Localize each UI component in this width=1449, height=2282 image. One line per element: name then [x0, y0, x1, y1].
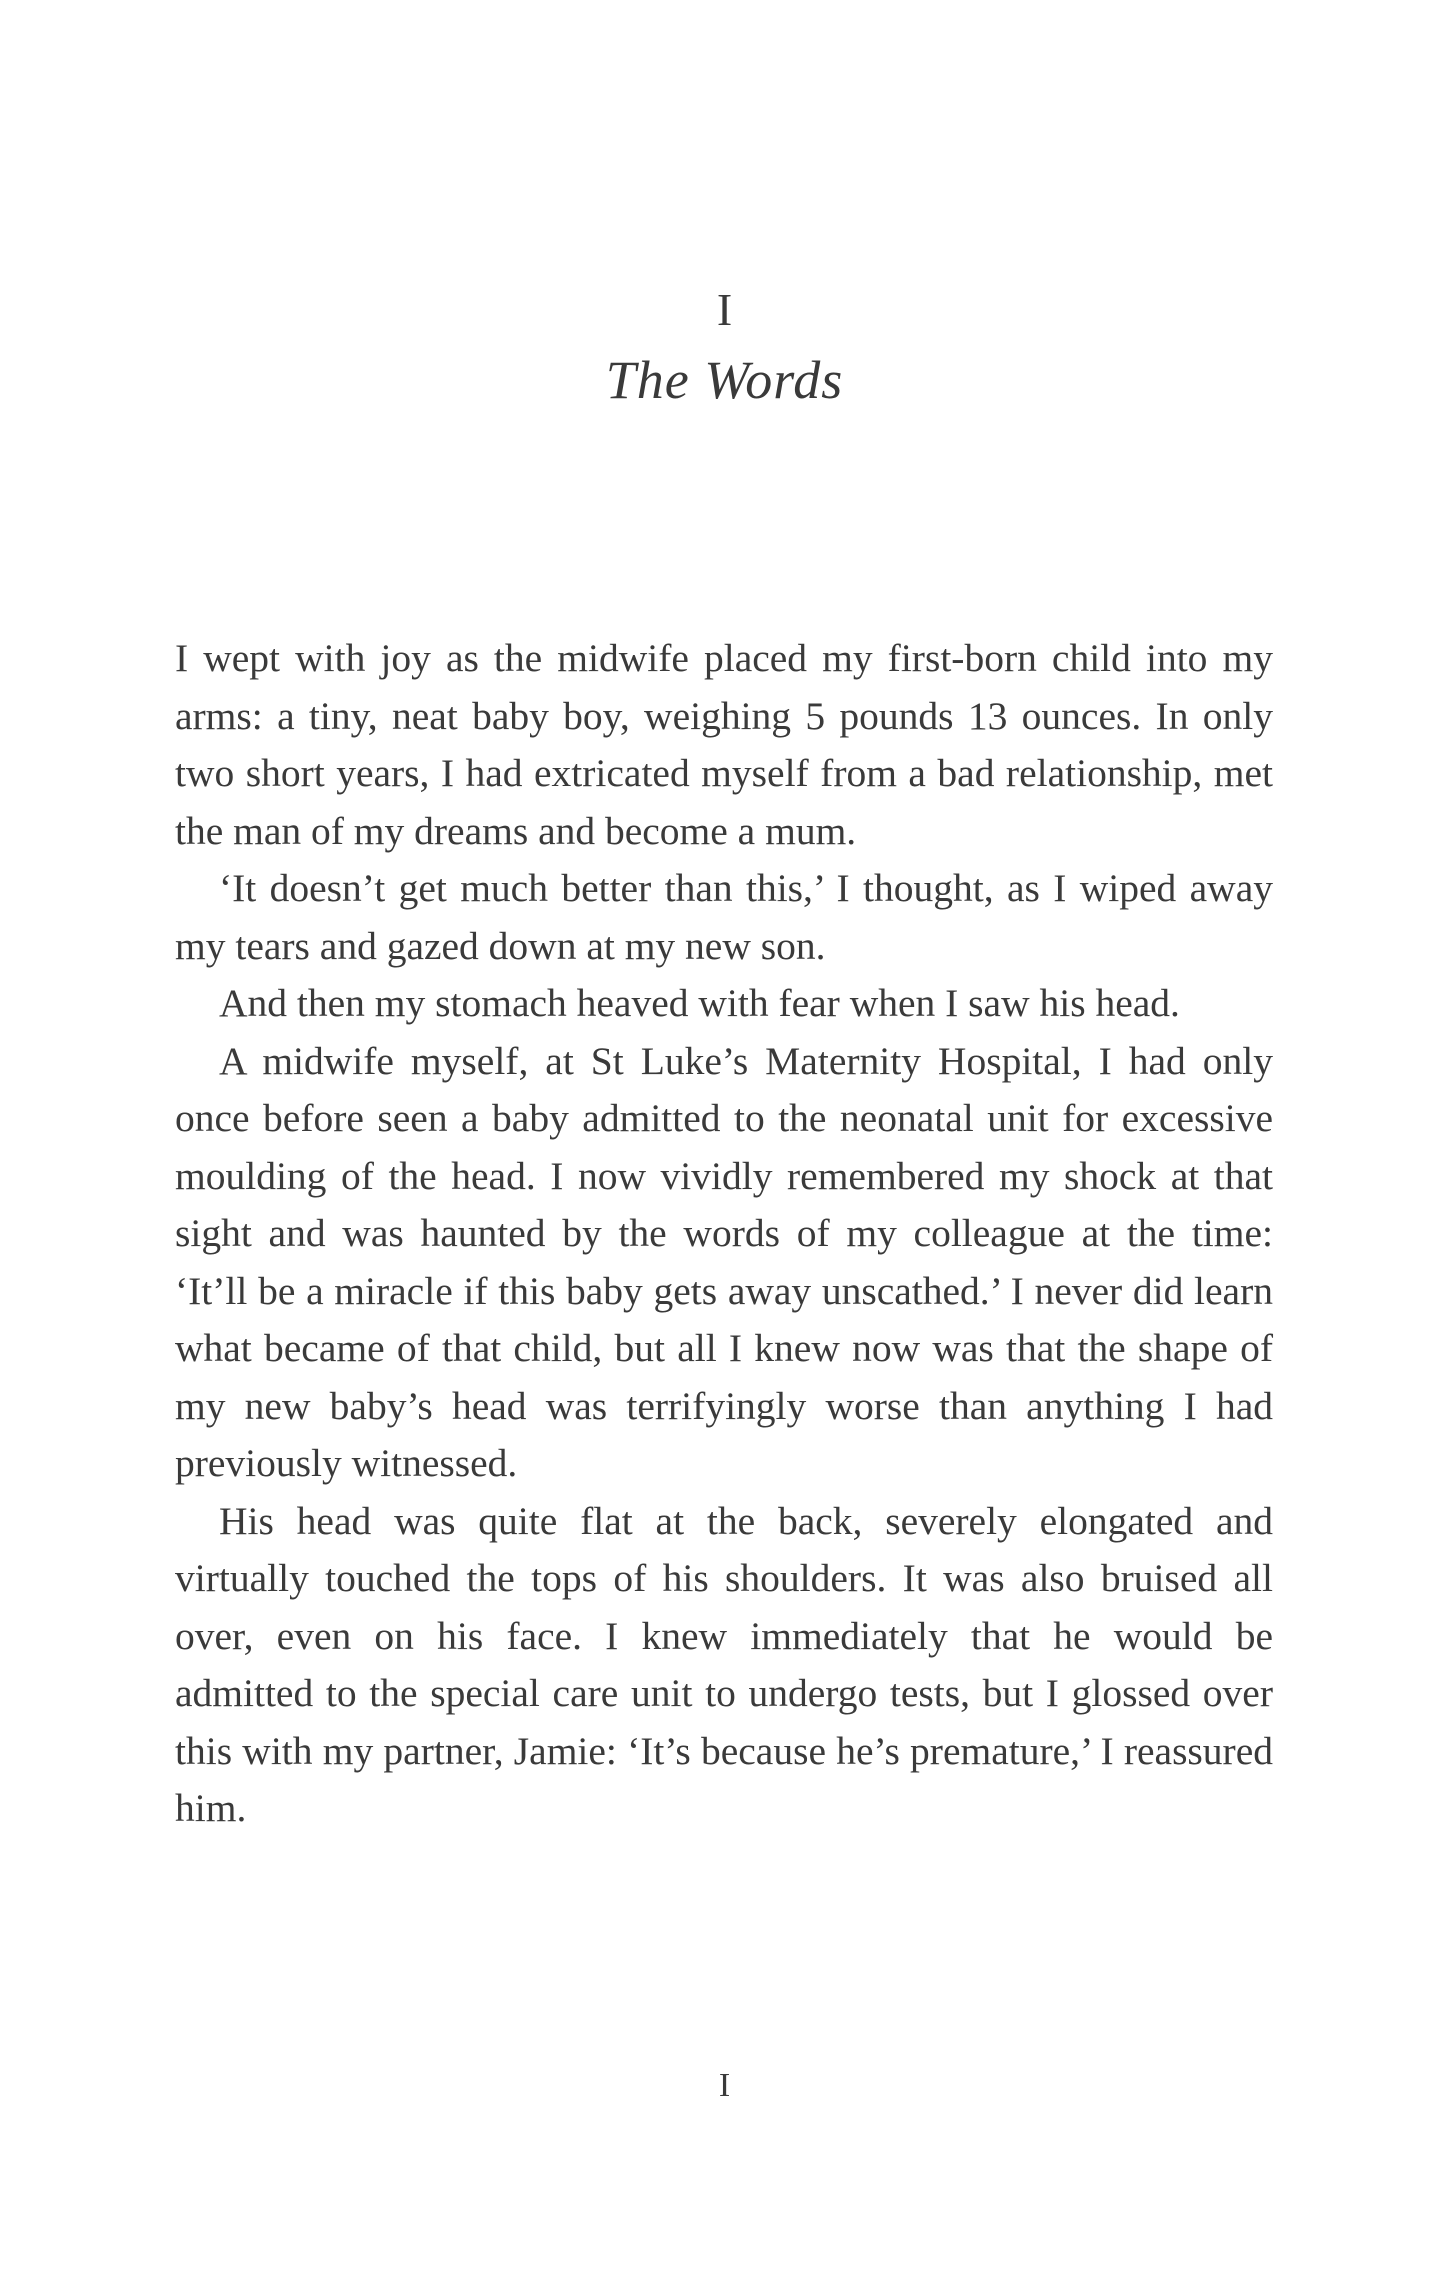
chapter-number: I	[716, 284, 733, 335]
chapter-title: The Words	[605, 350, 844, 410]
paragraph-3: And then my stomach heaved with fear when I saw his head.	[219, 981, 1180, 1025]
body-text	[175, 630, 1273, 1838]
paragraph-1: I wept with joy as the midwife placed my first-born child into my arms: a tiny, neat baby boy, weighing 5 pounds 13 ounces. In only two short years, I had extricated myself from a bad relationship, met the man of my dreams and become a mum.	[175, 636, 1273, 853]
paragraph-5: His head was quite flat at the back, severely elongated and virtually touched the tops of his shoulders. It was also bruised all over, even on his face. I knew immediately that he would be admitted to the special care unit to undergo tests, but I glossed over this with my partner, Jamie: ‘It’s because he’s premature,’ I reassured him.	[175, 1498, 1273, 1830]
page-number: I	[718, 2067, 731, 2104]
paragraph-2: ‘It doesn’t get much better than this,’ I thought, as I wiped away my tears and gazed down at my new son.	[175, 866, 1273, 968]
paragraph-4: A midwife myself, at St Luke’s Maternity Hospital, I had only once before seen a baby admitted to the neonatal unit for excessive moulding of the head. I now vividly remembered my shock at that sight and was haunted by the words of my colleague at the time: ‘It’ll be a miracle if this baby gets away unscathed.’ I never did learn what became of that child, but all I knew now was that the shape of my new baby’s head was terrifyingly worse than anything I had previously witnessed.	[175, 1038, 1273, 1485]
